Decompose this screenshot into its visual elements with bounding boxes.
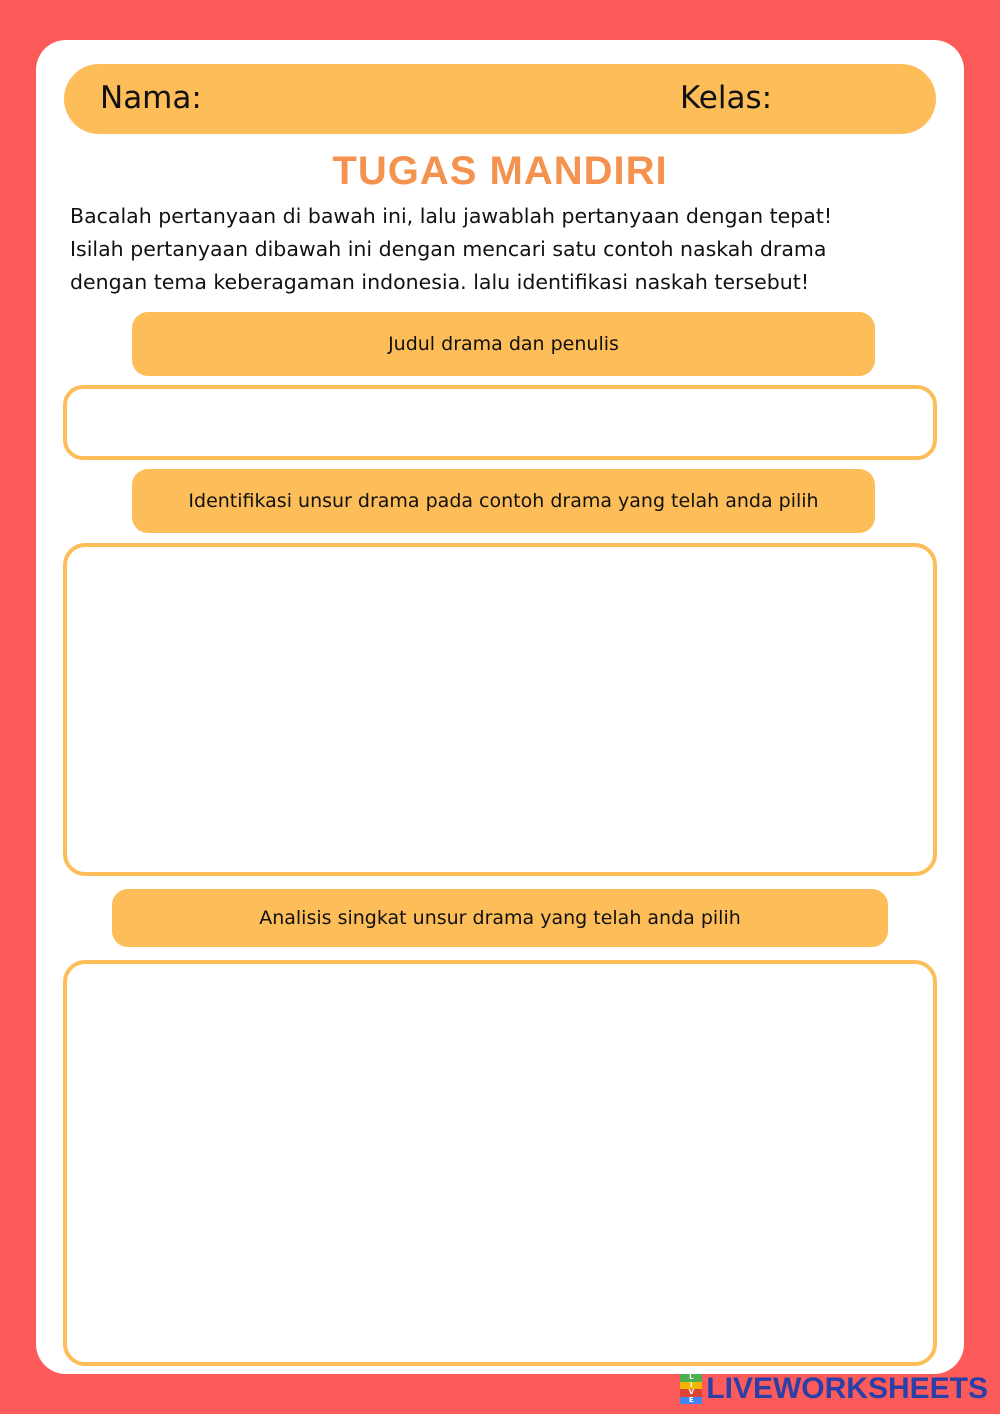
liveworksheets-watermark [680, 1372, 988, 1406]
answer-box-judul-drama[interactable] [63, 385, 937, 460]
instructions [70, 200, 938, 299]
answer-box-identifikasi-unsur[interactable] [63, 543, 937, 876]
answer-box-analisis-singkat[interactable] [63, 960, 937, 1366]
prompt-identifikasi-unsur: Identifikasi unsur drama pada contoh drama yang telah anda pilih [132, 469, 875, 533]
logo-letter: I [680, 1382, 702, 1390]
prompt-judul-drama: Judul drama dan penulis [132, 312, 875, 376]
kelas-label: Kelas: [680, 80, 773, 116]
logo-letter: V [680, 1389, 702, 1397]
logo-letter: L [680, 1374, 702, 1382]
prompt-analisis-singkat: Analisis singkat unsur drama yang telah anda pilih [112, 889, 888, 947]
watermark-text: LIVEWORKSHEETS [706, 1372, 988, 1405]
liveworksheets-logo-icon [680, 1374, 702, 1404]
instruction-line: Isilah pertanyaan dibawah ini dengan mencari satu contoh naskah drama [70, 237, 827, 261]
student-info-bar [64, 64, 936, 134]
instruction-line: dengan tema keberagaman indonesia. lalu identifikasi naskah tersebut! [70, 270, 810, 294]
instruction-line: Bacalah pertanyaan di bawah ini, lalu jawablah pertanyaan dengan tepat! [70, 204, 833, 228]
worksheet-page [36, 40, 964, 1374]
logo-letter: E [680, 1397, 702, 1405]
page-title: TUGAS MANDIRI [332, 149, 668, 193]
nama-label: Nama: [100, 80, 202, 116]
